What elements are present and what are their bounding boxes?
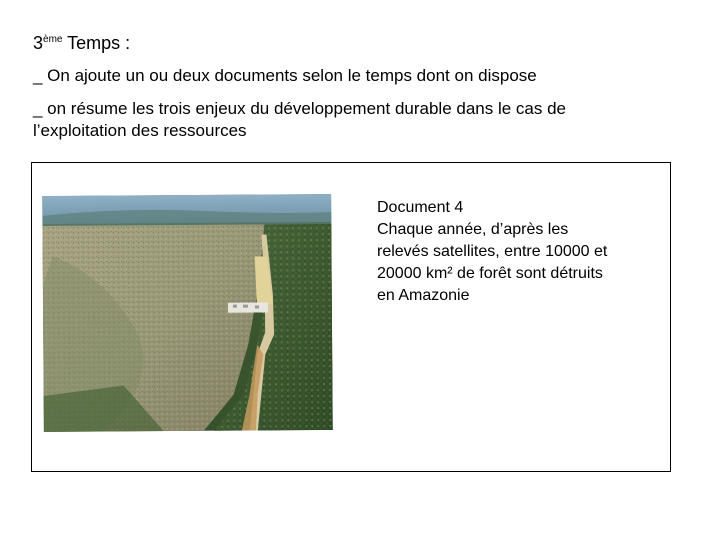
document-caption-line: 20000 km² de forêt sont détruits — [377, 265, 603, 282]
instruction-line: _ on résume les trois enjeux du développement durable dans le cas de — [33, 99, 567, 118]
heading-number: 3 — [33, 33, 44, 53]
deforestation-photo — [42, 194, 333, 432]
document-caption-line: en Amazonie — [377, 287, 470, 304]
instruction-line: _ On ajoute un ou deux documents selon le temps dont on dispose — [33, 66, 537, 85]
instruction-add-documents — [33, 65, 537, 87]
heading-superscript: ème — [43, 34, 63, 45]
document-frame — [31, 162, 671, 472]
document-caption-line: Chaque année, d’après les — [377, 221, 569, 238]
heading-text: Temps : — [62, 33, 131, 53]
instruction-line: l’exploitation des ressources — [33, 121, 247, 140]
document-caption — [377, 197, 647, 307]
slide-heading — [33, 31, 130, 55]
document-caption-line: relevés satellites, entre 10000 et — [377, 243, 608, 260]
instruction-summarize — [33, 98, 566, 142]
document-title: Document 4 — [377, 199, 464, 216]
